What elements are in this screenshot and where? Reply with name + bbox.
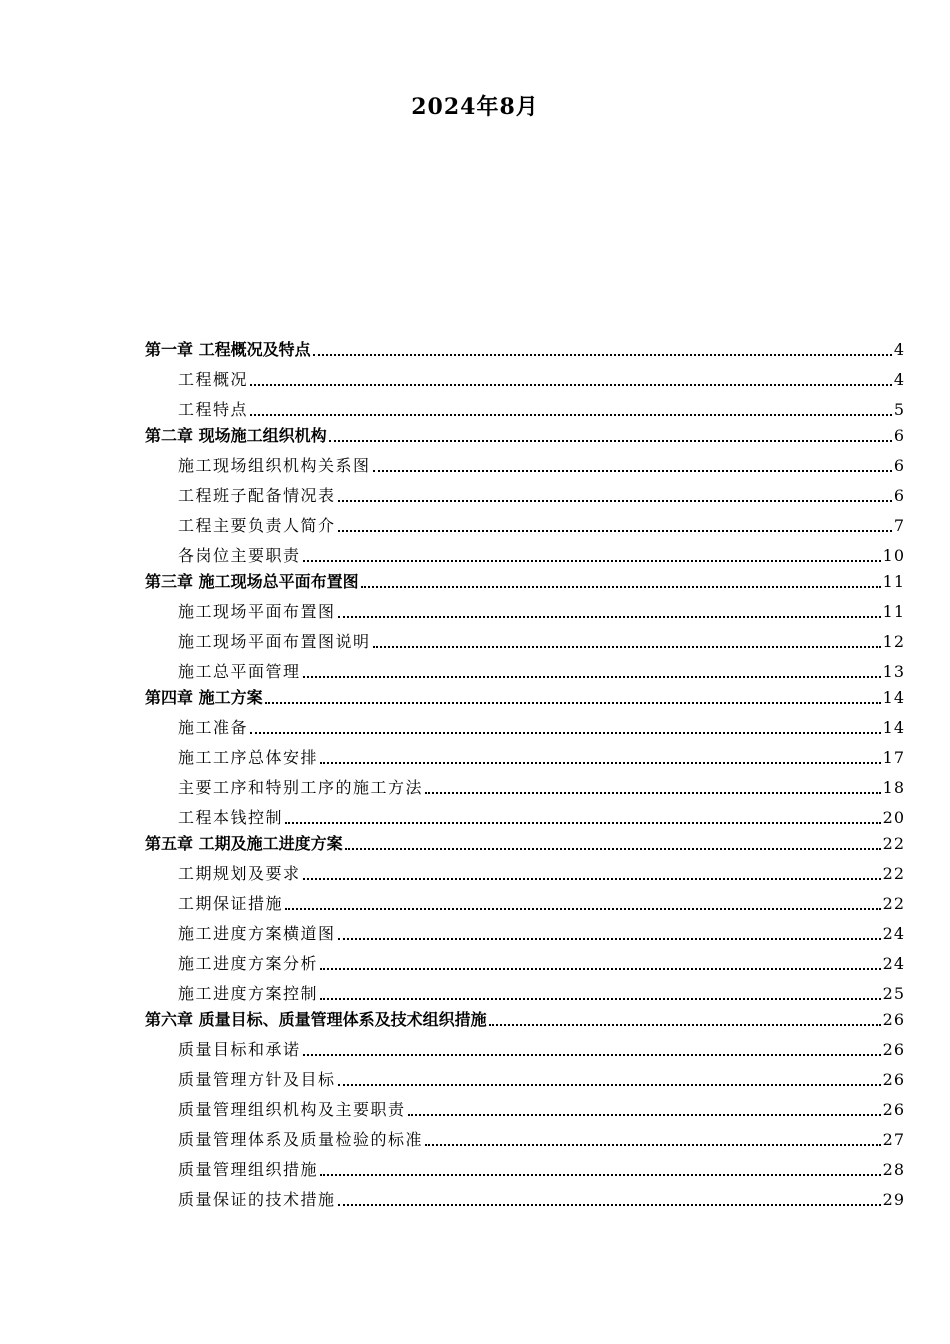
toc-chapter-entry[interactable]	[145, 566, 905, 592]
toc-section-entry[interactable]	[145, 798, 905, 828]
toc-leader-dots	[320, 1173, 881, 1176]
toc-entry-label: 质量保证的技术措施	[178, 1190, 336, 1209]
toc-page-number: 24	[882, 954, 905, 973]
toc-section-entry[interactable]	[145, 854, 905, 884]
toc-section-entry[interactable]	[145, 592, 905, 622]
toc-leader-dots	[285, 821, 881, 824]
toc-entry-label: 施工进度方案控制	[178, 984, 319, 1003]
toc-page-number: 24	[882, 924, 905, 943]
toc-leader-dots	[338, 615, 881, 618]
toc-page-number: 4	[893, 370, 905, 389]
toc-entry-label: 第三章 施工现场总平面布置图	[145, 572, 359, 591]
toc-leader-dots	[361, 585, 881, 588]
toc-page-number: 26	[882, 1040, 905, 1059]
toc-section-entry[interactable]	[145, 476, 905, 506]
toc-entry-label: 工期规划及要求	[178, 864, 301, 883]
toc-leader-dots	[303, 1053, 881, 1056]
toc-page-number: 11	[882, 572, 905, 591]
toc-section-entry[interactable]	[145, 884, 905, 914]
toc-leader-dots	[320, 997, 881, 1000]
toc-page-number: 5	[893, 400, 905, 419]
toc-entry-label: 质量管理方针及目标	[178, 1070, 336, 1089]
toc-leader-dots	[338, 1083, 881, 1086]
toc-section-entry[interactable]	[145, 360, 905, 390]
toc-leader-dots	[345, 847, 881, 850]
toc-leader-dots	[489, 1023, 881, 1026]
toc-page-number: 13	[882, 662, 905, 681]
toc-leader-dots	[329, 439, 892, 442]
toc-entry-label: 第六章 质量目标、质量管理体系及技术组织措施	[145, 1010, 487, 1029]
toc-entry-label: 施工进度方案分析	[178, 954, 319, 973]
toc-section-entry[interactable]	[145, 506, 905, 536]
toc-section-entry[interactable]	[145, 768, 905, 798]
toc-section-entry[interactable]	[145, 390, 905, 420]
toc-entry-label: 质量目标和承诺	[178, 1040, 301, 1059]
toc-leader-dots	[303, 675, 881, 678]
toc-page-number: 14	[882, 688, 905, 707]
toc-chapter-entry[interactable]	[145, 828, 905, 854]
toc-entry-label: 施工工序总体安排	[178, 748, 319, 767]
toc-entry-label: 主要工序和特别工序的施工方法	[178, 778, 424, 797]
toc-page-number: 6	[893, 486, 905, 505]
toc-chapter-entry[interactable]	[145, 682, 905, 708]
toc-page-number: 11	[882, 602, 905, 621]
toc-section-entry[interactable]	[145, 1060, 905, 1090]
toc-leader-dots	[408, 1113, 881, 1116]
toc-leader-dots	[425, 791, 881, 794]
toc-page-number: 26	[882, 1010, 905, 1029]
toc-leader-dots	[338, 937, 881, 940]
toc-section-entry[interactable]	[145, 446, 905, 476]
toc-page-number: 27	[882, 1130, 905, 1149]
toc-page-number: 12	[882, 632, 905, 651]
toc-page-number: 22	[882, 834, 905, 853]
toc-entry-label: 各岗位主要职责	[178, 546, 301, 565]
toc-leader-dots	[338, 1203, 881, 1206]
toc-section-entry[interactable]	[145, 1090, 905, 1120]
toc-section-entry[interactable]	[145, 974, 905, 1004]
toc-entry-label: 施工总平面管理	[178, 662, 301, 681]
toc-page-number: 10	[882, 546, 905, 565]
toc-page-number: 25	[882, 984, 905, 1003]
toc-section-entry[interactable]	[145, 1180, 905, 1210]
toc-leader-dots	[425, 1143, 881, 1146]
toc-leader-dots	[303, 877, 881, 880]
toc-section-entry[interactable]	[145, 738, 905, 768]
toc-entry-label: 工程本钱控制	[178, 808, 284, 827]
toc-section-entry[interactable]	[145, 1150, 905, 1180]
toc-entry-label: 工程主要负责人简介	[178, 516, 336, 535]
toc-entry-label: 工程概况	[178, 370, 249, 389]
toc-leader-dots	[313, 353, 892, 356]
toc-leader-dots	[338, 529, 892, 532]
toc-leader-dots	[320, 967, 881, 970]
toc-leader-dots	[320, 761, 881, 764]
toc-page-number: 17	[882, 748, 905, 767]
document-date: 2024年8月	[411, 94, 539, 120]
toc-section-entry[interactable]	[145, 622, 905, 652]
toc-section-entry[interactable]	[145, 1030, 905, 1060]
toc-entry-label: 施工现场平面布置图说明	[178, 632, 371, 651]
toc-section-entry[interactable]	[145, 944, 905, 974]
toc-entry-label: 施工现场平面布置图	[178, 602, 336, 621]
toc-leader-dots	[250, 383, 892, 386]
toc-section-entry[interactable]	[145, 536, 905, 566]
toc-section-entry[interactable]	[145, 708, 905, 738]
toc-entry-label: 施工现场组织机构关系图	[178, 456, 371, 475]
toc-page-number: 6	[893, 426, 905, 445]
toc-entry-label: 第四章 施工方案	[145, 688, 263, 707]
toc-entry-label: 施工进度方案横道图	[178, 924, 336, 943]
toc-page-number: 7	[893, 516, 905, 535]
toc-page-number: 26	[882, 1070, 905, 1089]
toc-entry-label: 工程特点	[178, 400, 249, 419]
toc-page-number: 20	[882, 808, 905, 827]
toc-page-number: 29	[882, 1190, 905, 1209]
toc-leader-dots	[250, 731, 881, 734]
toc-entry-label: 质量管理组织措施	[178, 1160, 319, 1179]
toc-page-number: 26	[882, 1100, 905, 1119]
toc-leader-dots	[285, 907, 881, 910]
toc-section-entry[interactable]	[145, 914, 905, 944]
toc-entry-label: 质量管理组织机构及主要职责	[178, 1100, 406, 1119]
toc-entry-label: 工程班子配备情况表	[178, 486, 336, 505]
toc-chapter-entry[interactable]	[145, 420, 905, 446]
toc-entry-label: 工期保证措施	[178, 894, 284, 913]
toc-leader-dots	[373, 645, 881, 648]
toc-leader-dots	[338, 499, 892, 502]
toc-leader-dots	[373, 469, 892, 472]
toc-page-number: 14	[882, 718, 905, 737]
toc-entry-label: 质量管理体系及质量检验的标准	[178, 1130, 424, 1149]
toc-leader-dots	[250, 413, 892, 416]
toc-leader-dots	[303, 559, 881, 562]
toc-page-number: 6	[893, 456, 905, 475]
toc-entry-label: 第五章 工期及施工进度方案	[145, 834, 343, 853]
toc-chapter-entry[interactable]	[145, 334, 905, 360]
table-of-contents	[145, 334, 905, 1210]
toc-page-number: 18	[882, 778, 905, 797]
toc-page-number: 28	[882, 1160, 905, 1179]
toc-chapter-entry[interactable]	[145, 1004, 905, 1030]
toc-leader-dots	[265, 701, 881, 704]
toc-page-number: 4	[893, 340, 905, 359]
toc-section-entry[interactable]	[145, 652, 905, 682]
toc-page-number: 22	[882, 894, 905, 913]
toc-section-entry[interactable]	[145, 1120, 905, 1150]
toc-entry-label: 施工准备	[178, 718, 249, 737]
toc-entry-label: 第二章 现场施工组织机构	[145, 426, 327, 445]
toc-entry-label: 第一章 工程概况及特点	[145, 340, 311, 359]
toc-page-number: 22	[882, 864, 905, 883]
